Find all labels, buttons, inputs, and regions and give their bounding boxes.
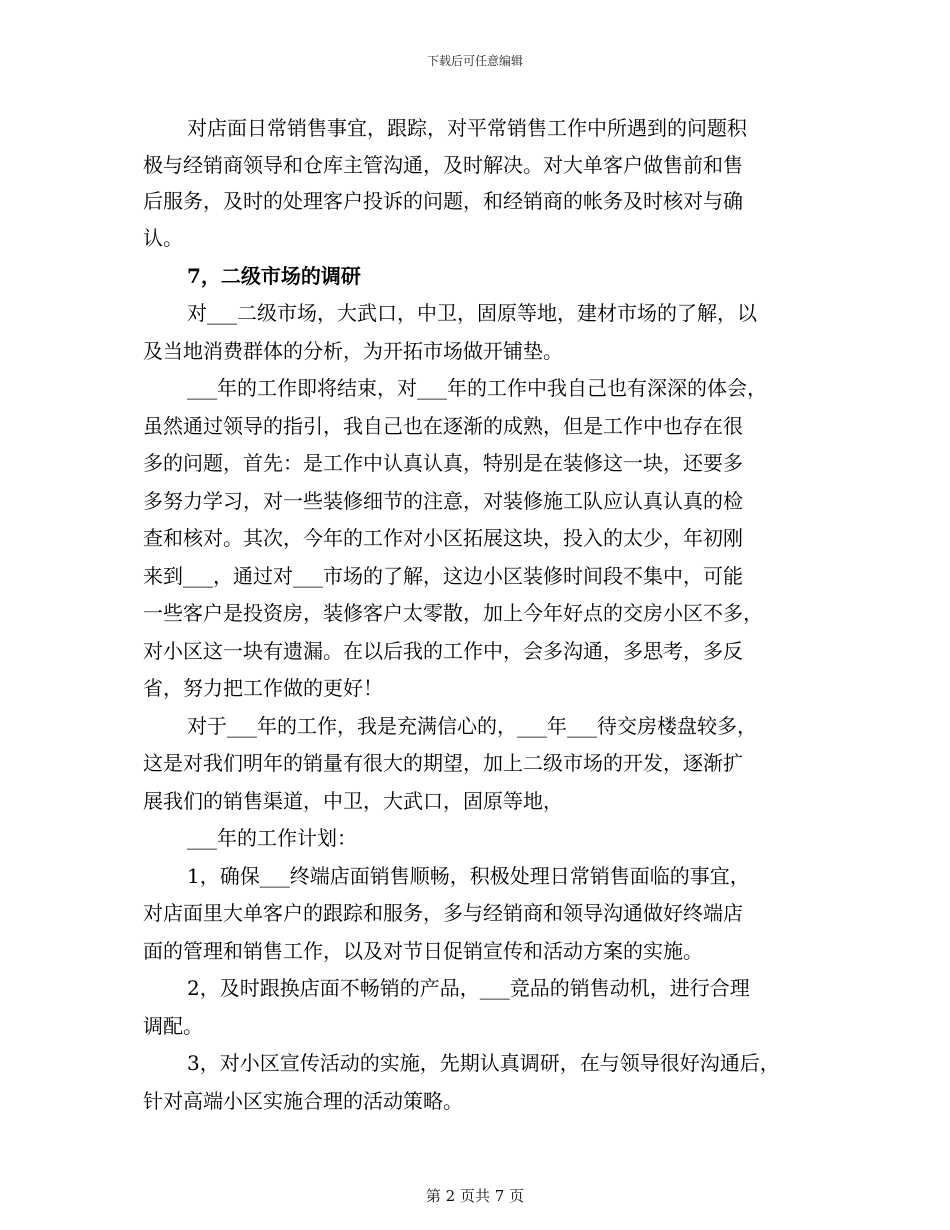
paragraph-line: 一些客户是投资房，装修客户太零散，加上今年好点的交房小区不多，: [143, 601, 763, 625]
paragraph-line: 后服务，及时的处理客户投诉的问题，和经销商的帐务及时核对与确: [143, 189, 743, 213]
paragraph-line: 多努力学习，对一些装修细节的注意，对装修施工队应认真认真的检: [143, 489, 743, 513]
paragraph-line: 来到___，通过对___市场的了解，这边小区装修时间段不集中，可能: [143, 564, 743, 588]
paragraph-line: 对店面里大单客户的跟踪和服务，多与经销商和领导沟通做好终端店: [143, 901, 743, 925]
paragraph-line: 多的问题，首先：是工作中认真认真，特别是在装修这一块，还要多: [143, 451, 743, 475]
paragraph-line: 2，及时跟换店面不畅销的产品，___竞品的销售动机，进行合理: [187, 976, 750, 1000]
paragraph-line: 认。: [143, 226, 183, 250]
paragraph-line: ___年的工作计划：: [187, 826, 357, 850]
page-footer: 第 2 页共 7 页: [425, 1187, 525, 1205]
paragraph-line: 极与经销商领导和仓库主管沟通，及时解决。对大单客户做售前和售: [143, 153, 743, 177]
paragraph-line: 对店面日常销售事宜，跟踪，对平常销售工作中所遇到的问题积: [187, 116, 747, 140]
paragraph-line: 面的管理和销售工作，以及对节日促销宣传和活动方案的实施。: [143, 939, 703, 963]
paragraph-line: 对于___年的工作，我是充满信心的，___年___待交房楼盘较多，: [187, 714, 757, 738]
paragraph-line: 调配。: [143, 1014, 203, 1038]
paragraph-line: 省，努力把工作做的更好！: [143, 676, 383, 700]
paragraph-line: ___年的工作即将结束，对___年的工作中我自己也有深深的体会，: [187, 376, 767, 400]
paragraph-line: 1，确保___终端店面销售顺畅，积极处理日常销售面临的事宜，: [187, 864, 750, 888]
paragraph-line: 对小区这一块有遗漏。在以后我的工作中，会多沟通，多思考，多反: [143, 639, 743, 663]
paragraph-line: 查和核对。其次，今年的工作对小区拓展这块，投入的太少，年初刚: [143, 526, 743, 550]
paragraph-line: 这是对我们明年的销量有很大的期望，加上二级市场的开发，逐渐扩: [143, 751, 743, 775]
paragraph-line: 展我们的销售渠道，中卫，大武口，固原等地，: [143, 789, 563, 813]
paragraph-line: 针对高端小区实施合理的活动策略。: [143, 1089, 463, 1113]
paragraph-line: 及当地消费群体的分析，为开拓市场做开铺垫。: [143, 339, 563, 363]
paragraph-line: 对___二级市场，大武口，中卫，固原等地，建材市场的了解，以: [187, 301, 757, 325]
paragraph-line: 3，对小区宣传活动的实施，先期认真调研，在与领导很好沟通后，: [187, 1051, 780, 1075]
paragraph-line: 虽然通过领导的指引，我自己也在逐渐的成熟，但是工作中也存在很: [143, 414, 743, 438]
section-heading: 7，二级市场的调研: [187, 264, 361, 288]
page-header: 下载后可任意编辑: [426, 54, 523, 68]
